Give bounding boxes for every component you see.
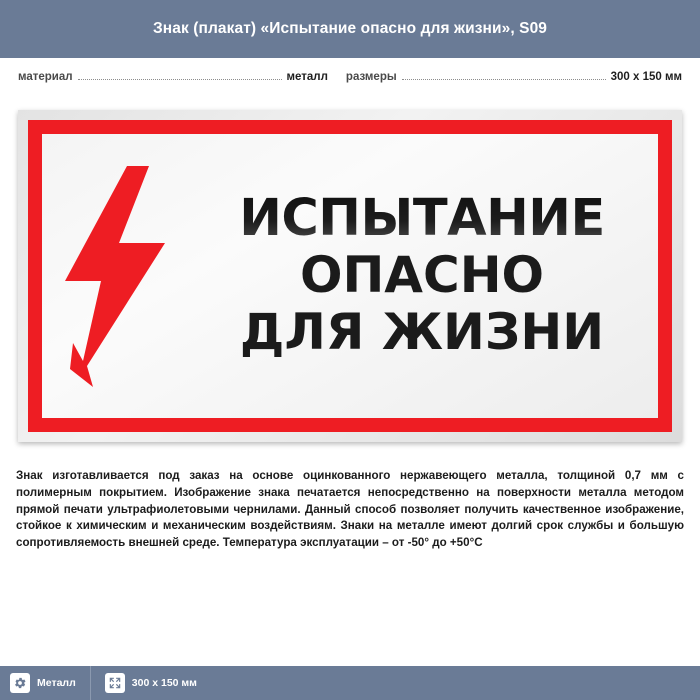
spec-material-label: материал [18,70,73,83]
footer-material [10,666,90,700]
page-title: Знак (плакат) «Испытание опасно для жизни», S09 [152,20,548,37]
sign-line-2: ОПАСНО [299,246,545,305]
footer-bar [0,666,700,700]
product-description: Знак изготавливается под заказ на основе оцинкованного нержавеющего металла, толщиной 0,7 мм с полимерным покрытием. Изображение знака печатается непосредственно на поверхности металла методом прямой печати ультрафиолетовыми чернилами. Данный способ позволяет получить качественное изображение, стойкое к химическим и механическим воздействиям. Знаки на металле имеют долгий срок службы и большую сопротивляемость внешней среде. Температура эксплуатации – от -50° до +50°С [16,469,684,550]
spec-size-dots [402,79,606,80]
footer-size [90,666,211,700]
sign-inner-panel [42,134,658,418]
page-header [0,0,700,58]
spec-material-value: металл [286,70,328,83]
sign-text-block [192,188,658,361]
spec-size-label: размеры [345,70,397,83]
gear-icon [10,673,30,693]
spec-bar [0,58,700,96]
sign-line-3: ДЛЯ ЖИЗНИ [239,302,605,361]
resize-arrows-icon [105,673,125,693]
lightning-bolt-icon [42,134,192,418]
footer-size-label: 300 x 150 мм [131,677,197,689]
spec-material [18,71,328,83]
sign-line-1: ИСПЫТАНИЕ [239,188,605,248]
footer-material-label: Металл [37,677,76,689]
spec-size [346,71,682,83]
spec-size-value: 300 x 150 мм [610,70,682,83]
sign-plate [18,110,682,442]
spec-material-dots [78,79,282,80]
sign-image-area [0,96,700,450]
